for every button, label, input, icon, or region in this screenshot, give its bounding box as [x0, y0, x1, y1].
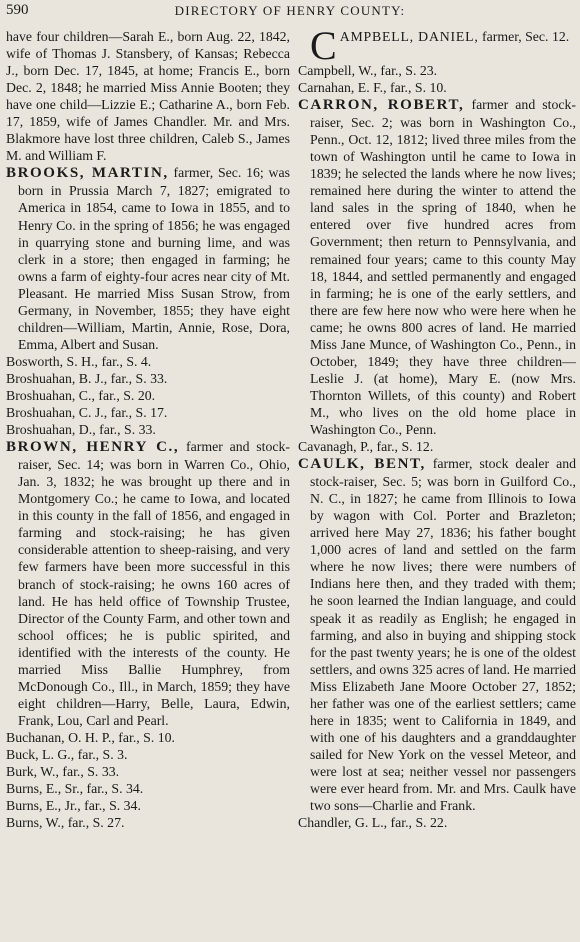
continued-entry-text: have four children—Sarah E., born Aug. 22, 1842, wife of Thomas J. Stansbery, of Kansas; Rebecca J., born Dec. 17, 1845, at home; Francis E., born Dec. 2, 1848; he married Miss Annie Booten; they have one child—Lizzie E.; Catharine A., born Feb. 17, 1859, wife of James Chandler. Mr. and Mrs. Blakmore have lost three children, Caleb S., James M. and William F. [6, 29, 290, 164]
short-entry: Carnahan, E. F., far., S. 10. [298, 80, 447, 96]
short-entry: Burns, E., Sr., far., S. 34. [6, 781, 144, 797]
short-entry: Chandler, G. L., far., S. 22. [298, 815, 448, 831]
entry-body: farmer, Sec. 12. [478, 29, 570, 44]
short-entry: Buchanan, O. H. P., far., S. 10. [6, 729, 175, 745]
short-entry: Broshuahan, B. J., far., S. 33. [6, 370, 168, 386]
short-entry: Bosworth, S. H., far., S. 4. [6, 353, 152, 369]
entry-body: farmer and stock-raiser, Sec. 2; was born in Washington Co., Penn., Oct. 12, 1812; lived three miles from the town of Washington until he came to Iowa in 1839; he selected the lands where he now lives; remained here during the winter to attend the land sales in the spring of 1840, when he entered over five hundred acres from Government; then return to Pennsylvania, and remained four years; came to this county May 18, 1844, and settled permanently and engaged in farming; he is one of the early settlers, and there are few here now who were here when he came; he owns 800 acres of land. He married Miss Jane Munce, of Washington Co., Penn., in October, 1849; they have three children—Leslie J. (at home), Mary E. (now Mrs. Thornton Willets, of this county) and Robert M., who lives on the old home place in Washington Co., Penn. [310, 97, 576, 437]
entry-body: farmer, Sec. 16; was born in Prussia March 7, 1827; emigrated to America in 1854, came to Iowa in 1855, and to Henry Co. in the spring of 1856; he was engaged in quarrying stone and burning lime, and was clerk in a store; then engaged in farming; he owns a farm of eighty-four acres near city of Mt. Pleasant. He married Miss Susan Strow, from Germany, in November, 1855; they have eight children—William, Martin, Annie, Rose, Dora, Emma, Albert and Susan. [18, 165, 290, 352]
entry-body: farmer, stock dealer and stock-raiser, Sec. 5; was born in Guilford Co., N. C., in 1827; he came from Illinois to Iowa by wagon with Col. Porter and Brazleton; arrived here May 27, 1836; his father bought 1,000 acres of land and settled on the farm where he now lives; there were numbers of Indians here then, and they traded with them; he soon learned the Indian language, and could speak it as readily as English; he engaged in farming, and also in buying and shipping stock for the past twenty years; he is one of the oldest settlers, and owns 325 acres of land. He married Miss Elizabeth Jane Moore October 27, 1852; her father was one of the earliest settlers; came here in 1835; went to California in 1849, and with one of his daughters and a granddaughter sailed for New York on the vessel Meteor, and were lost at sea; neither vessel nor passengers were ever heard from. Mr. and Mrs. Caulk have two sons—Charlie and Frank. [310, 456, 576, 814]
page-header [0, 0, 580, 24]
short-entry: Burk, W., far., S. 33. [6, 764, 120, 780]
entry-name: AMPBELL, DANIEL, [339, 29, 479, 44]
entry-carron-robert [298, 96, 576, 438]
left-column [6, 28, 290, 940]
short-entry: Burns, E., Jr., far., S. 34. [6, 798, 141, 814]
entry-name: BROOKS, MARTIN, [6, 165, 169, 182]
running-title: DIRECTORY OF HENRY COUNTY: [174, 3, 406, 18]
short-entries-c2 [298, 438, 576, 455]
entry-name: CAULK, BENT, [298, 456, 426, 473]
entry-brooks-martin [6, 164, 290, 353]
short-entry: Broshuahan, C. J., far., S. 17. [6, 405, 168, 421]
short-entries-b2 [6, 729, 290, 831]
entry-campbell-daniel [298, 28, 576, 68]
short-entry: Campbell, W., far., S. 23. [298, 63, 438, 78]
right-column [298, 28, 576, 940]
short-entry: Cavanagh, P., far., S. 12. [298, 439, 434, 455]
page-number: 590 [6, 2, 29, 18]
entry-name: CARRON, ROBERT, [298, 97, 465, 114]
short-entries-c3 [298, 814, 576, 831]
short-entries-c1 [298, 62, 576, 96]
entry-brown-henry [6, 438, 290, 729]
short-entry: Broshuahan, C., far., S. 20. [6, 387, 156, 403]
drop-cap: C [310, 28, 337, 68]
entry-name: BROWN, HENRY C., [6, 439, 180, 456]
entry-body: farmer and stock-raiser, Sec. 14; was born in Warren Co., Ohio, Jan. 3, 1832; he was brought up there and in Montgomery Co.; he came to Iowa, and located in this county in the fall of 1856, and engaged in farming and stock-raising; he has given considerable attention to sheep-raising, and very few farmers have been more successful in this branch of stock-raising; he owns 160 acres of land. He has held office of Township Trustee, Director of the County Farm, and other town and school offices; he is public spirited, and identified with the interests of the county. He married Miss Ballie Humphrey, from McDonough Co., Ill., in March, 1859; they have eight children—Harry, Belle, Laura, Edwin, Frank, Lou, Carl and Pearl. [18, 439, 290, 728]
short-entry: Burns, W., far., S. 27. [6, 815, 125, 831]
short-entry: Buck, L. G., far., S. 3. [6, 746, 128, 762]
short-entries-b1 [6, 353, 290, 438]
entry-caulk-bent [298, 455, 576, 814]
short-entry: Broshuahan, D., far., S. 33. [6, 422, 156, 438]
